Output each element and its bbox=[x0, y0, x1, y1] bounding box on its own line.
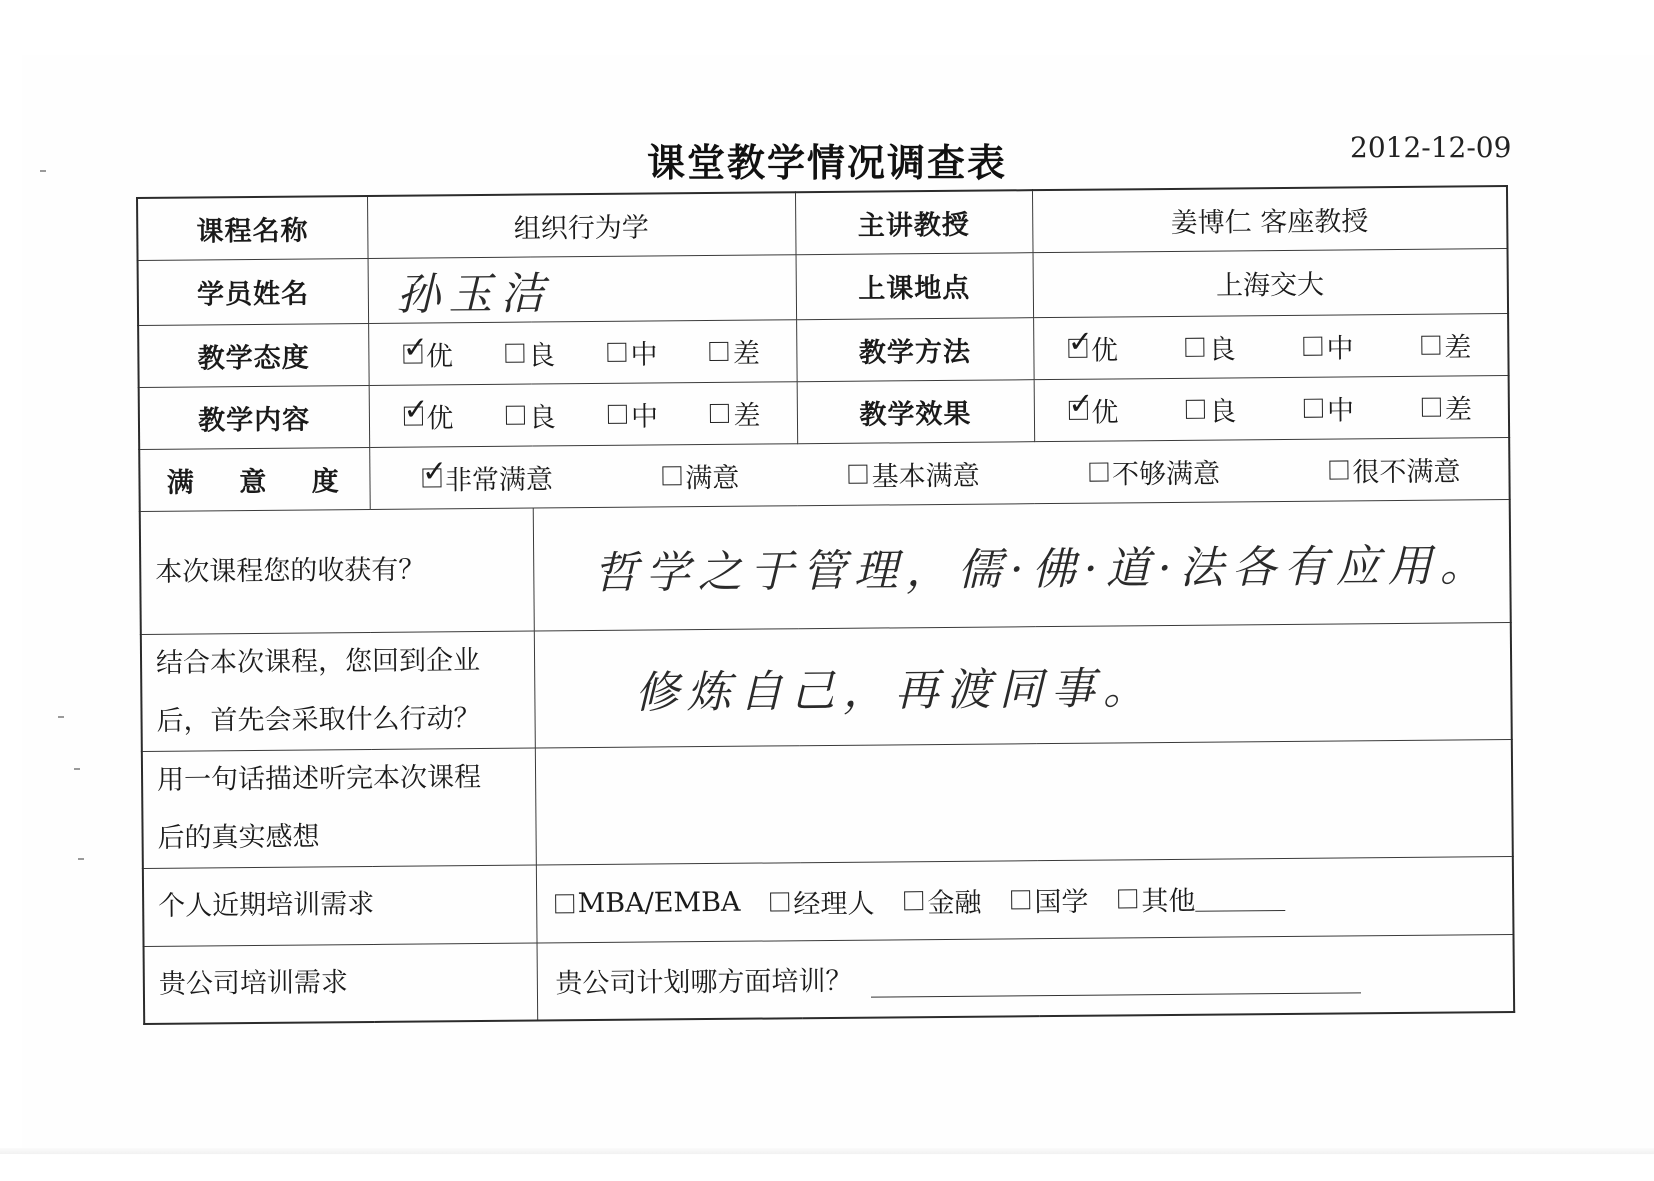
content-option-excellent[interactable]: ✓ 优 bbox=[403, 391, 454, 434]
checkbox-icon[interactable] bbox=[505, 343, 524, 362]
checkbox-checked-icon[interactable] bbox=[1067, 324, 1094, 360]
effect-option-good[interactable]: 良 bbox=[1186, 389, 1236, 428]
company-question: 贵公司计划哪方面培训？ bbox=[555, 966, 853, 1000]
gain-question: 本次课程您的收获有？ bbox=[140, 508, 534, 634]
student-name-field[interactable] bbox=[368, 254, 797, 323]
form-title: 课堂教学情况调查表 bbox=[646, 141, 1007, 185]
satisfaction-not-satisfied[interactable]: 不够满意 bbox=[1089, 451, 1220, 491]
checkbox-icon[interactable] bbox=[607, 342, 626, 361]
checkbox-icon[interactable] bbox=[849, 464, 868, 483]
checkbox-icon[interactable] bbox=[1118, 889, 1137, 908]
method-option-average[interactable]: 中 bbox=[1303, 326, 1353, 365]
survey-table bbox=[136, 185, 1515, 1025]
course-label: 课程名称 bbox=[137, 196, 368, 260]
gain-answer-handwriting: 哲学之于管理，儒·佛·道·法各有应用。 bbox=[593, 539, 1492, 599]
satisfaction-very-unsatisfied[interactable]: 很不满意 bbox=[1329, 449, 1460, 489]
row-action bbox=[141, 622, 1512, 751]
form-date: 2012-12-09 bbox=[1350, 131, 1512, 164]
checkmark-icon: ✓ bbox=[421, 453, 448, 490]
effect-option-excellent[interactable]: ✓ 优 bbox=[1068, 386, 1119, 429]
row-feeling bbox=[142, 739, 1513, 868]
row-company bbox=[144, 934, 1515, 1024]
action-answer-handwriting: 修炼自己，再渡同事。 bbox=[634, 662, 1156, 719]
effect-option-poor[interactable]: 差 bbox=[1422, 387, 1472, 426]
checkbox-icon[interactable] bbox=[904, 891, 923, 910]
checkbox-icon[interactable] bbox=[1186, 337, 1205, 356]
lecturer-value: 姜博仁 客座教授 bbox=[1032, 186, 1508, 252]
checkbox-icon[interactable] bbox=[1303, 336, 1322, 355]
training-option-manager[interactable]: 经理人 bbox=[770, 881, 874, 921]
checkbox-icon[interactable] bbox=[710, 341, 729, 360]
feeling-question: 用一句话描述听完本次课程 后的真实感想 bbox=[142, 748, 536, 868]
checkbox-checked-icon[interactable] bbox=[1068, 386, 1094, 422]
method-option-poor[interactable]: 差 bbox=[1421, 325, 1471, 364]
satisfaction-basically-satisfied[interactable]: 基本满意 bbox=[849, 453, 980, 493]
checkbox-icon[interactable] bbox=[770, 892, 789, 911]
attitude-option-average[interactable]: 中 bbox=[607, 332, 657, 371]
method-label: 教学方法 bbox=[796, 317, 1034, 381]
student-name-handwriting: 孙玉洁 bbox=[396, 267, 553, 321]
attitude-option-good[interactable]: 良 bbox=[505, 333, 555, 372]
checkmark-icon: ✓ bbox=[402, 329, 429, 366]
satisfaction-satisfied[interactable]: 满意 bbox=[662, 455, 739, 495]
checkbox-icon[interactable] bbox=[506, 405, 525, 424]
course-value: 组织行为学 bbox=[367, 192, 796, 258]
checkbox-icon[interactable] bbox=[555, 894, 574, 913]
gain-answer-field[interactable] bbox=[533, 499, 1511, 631]
effect-label: 教学效果 bbox=[797, 379, 1035, 443]
checkbox-icon[interactable] bbox=[1011, 890, 1030, 909]
checkbox-icon[interactable] bbox=[1422, 397, 1441, 416]
checkmark-icon: ✓ bbox=[403, 391, 429, 428]
training-option-finance[interactable]: 金融 bbox=[904, 880, 981, 920]
attitude-label: 教学态度 bbox=[138, 323, 369, 387]
checkbox-icon[interactable] bbox=[608, 404, 627, 423]
content-options bbox=[369, 393, 796, 436]
method-option-good[interactable]: 良 bbox=[1186, 327, 1236, 366]
location-label: 上课地点 bbox=[796, 252, 1034, 319]
content-option-good[interactable]: 良 bbox=[506, 395, 556, 434]
training-options bbox=[537, 876, 1513, 924]
checkbox-checked-icon[interactable] bbox=[403, 391, 429, 428]
checkbox-icon[interactable] bbox=[1304, 398, 1323, 417]
action-question: 结合本次课程，您回到企业 后，首先会采取什么行动？ bbox=[141, 631, 535, 751]
checkbox-checked-icon[interactable] bbox=[402, 329, 429, 366]
lecturer-label: 主讲教授 bbox=[795, 190, 1033, 254]
paper-bottom-edge bbox=[0, 1148, 1654, 1154]
effect-options bbox=[1034, 387, 1508, 430]
company-answer-line[interactable] bbox=[871, 967, 1361, 998]
location-value: 上海交大 bbox=[1033, 248, 1509, 317]
row-student bbox=[138, 248, 1509, 325]
checkbox-icon[interactable] bbox=[1421, 335, 1440, 354]
checkbox-icon[interactable] bbox=[1186, 399, 1205, 418]
satisfaction-options bbox=[370, 449, 1509, 498]
training-option-other[interactable]: 其他 bbox=[1118, 877, 1285, 917]
scan-speck bbox=[74, 768, 80, 770]
training-option-mba[interactable]: MBA/EMBA bbox=[555, 886, 741, 919]
company-label: 贵公司培训需求 bbox=[144, 943, 538, 1024]
scan-speck bbox=[78, 858, 84, 860]
checkbox-checked-icon[interactable] bbox=[421, 453, 448, 490]
satisfaction-very-satisfied[interactable]: ✓ 非常满意 bbox=[421, 453, 554, 496]
satisfaction-label: 满 意 度 bbox=[139, 447, 370, 511]
content-option-poor[interactable]: 差 bbox=[710, 393, 760, 432]
checkmark-icon: ✓ bbox=[1068, 386, 1094, 422]
other-blank-line[interactable] bbox=[1195, 883, 1285, 911]
content-option-average[interactable]: 中 bbox=[608, 394, 658, 433]
method-option-excellent[interactable]: ✓ 优 bbox=[1067, 324, 1119, 367]
checkbox-icon[interactable] bbox=[662, 466, 681, 485]
company-question-cell bbox=[537, 934, 1515, 1021]
checkbox-icon[interactable] bbox=[1089, 462, 1108, 481]
row-gain bbox=[140, 499, 1511, 634]
training-option-sinology[interactable]: 国学 bbox=[1011, 879, 1088, 919]
attitude-option-poor[interactable]: 差 bbox=[710, 331, 760, 370]
attitude-options bbox=[369, 331, 796, 374]
content-label: 教学内容 bbox=[139, 385, 370, 449]
effect-option-average[interactable]: 中 bbox=[1304, 388, 1354, 427]
checkmark-icon: ✓ bbox=[1067, 324, 1094, 360]
training-label: 个人近期培训需求 bbox=[143, 865, 537, 946]
row-training bbox=[143, 856, 1514, 946]
checkbox-icon[interactable] bbox=[710, 403, 729, 422]
attitude-option-excellent[interactable]: ✓ 优 bbox=[402, 329, 454, 372]
student-label: 学员姓名 bbox=[138, 258, 369, 325]
feeling-answer-field[interactable] bbox=[535, 739, 1513, 865]
survey-form bbox=[136, 185, 1513, 1025]
scan-speck bbox=[58, 716, 64, 718]
action-answer-field[interactable] bbox=[534, 622, 1512, 748]
method-options bbox=[1034, 325, 1508, 368]
checkbox-icon[interactable] bbox=[1329, 460, 1348, 479]
